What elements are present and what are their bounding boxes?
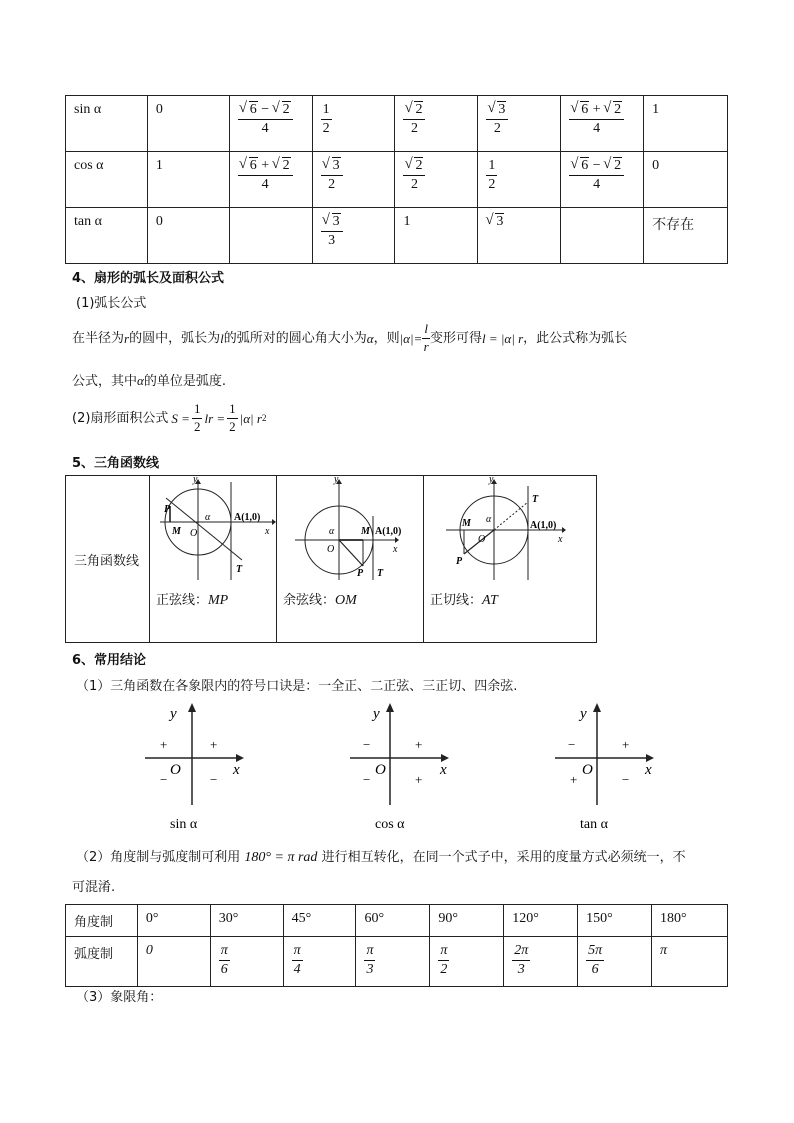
num bbox=[238, 102, 293, 120]
num: 2π bbox=[512, 943, 530, 961]
row-label: tan α bbox=[66, 208, 148, 264]
y-label: y bbox=[334, 476, 339, 485]
text: （2）角度制与弧度制可利用 bbox=[76, 850, 241, 865]
sine-line-diagram-cell bbox=[150, 476, 277, 590]
y-label: y bbox=[580, 706, 587, 722]
table-row bbox=[66, 905, 728, 937]
fraction bbox=[321, 102, 332, 137]
quadrant-II-sign: − bbox=[363, 737, 371, 752]
table-cell bbox=[229, 208, 312, 264]
fraction bbox=[238, 158, 293, 193]
caption-name: AT bbox=[482, 593, 498, 608]
sqrt bbox=[273, 158, 291, 173]
den: 2 bbox=[193, 418, 201, 434]
quadrant-I-sign: + bbox=[415, 737, 423, 752]
quadrant-angle-heading: （3）象限角： bbox=[76, 990, 163, 1005]
den: 3 bbox=[366, 962, 374, 978]
table-cell bbox=[395, 96, 478, 152]
cell-value: 0 bbox=[155, 102, 163, 117]
trig-value-table bbox=[65, 95, 728, 264]
sqrt bbox=[323, 214, 341, 229]
den: 6 bbox=[220, 962, 228, 978]
num bbox=[238, 158, 293, 176]
table-cell bbox=[644, 208, 728, 264]
quadrant-I-sign: + bbox=[622, 737, 630, 752]
fraction bbox=[403, 102, 425, 137]
radicand: 2 bbox=[614, 158, 622, 173]
O-label: O bbox=[170, 762, 181, 778]
table-cell bbox=[504, 937, 578, 987]
cell-value: 1 bbox=[403, 214, 411, 229]
trig-lines-label: 三角函数线 bbox=[66, 476, 150, 643]
chart-caption: cos α bbox=[375, 817, 405, 832]
fraction bbox=[486, 102, 508, 137]
den: 4 bbox=[593, 121, 601, 137]
text: (2)扇形面积公式 bbox=[72, 410, 169, 426]
sqrt bbox=[240, 102, 258, 117]
x-label: x bbox=[645, 762, 652, 778]
cell-value: 1 bbox=[155, 158, 163, 173]
den: 2 bbox=[229, 418, 236, 434]
chart-caption: tan α bbox=[580, 817, 608, 832]
caption-prefix: 正切线： bbox=[430, 593, 483, 608]
fraction bbox=[321, 214, 343, 249]
fraction-half bbox=[192, 402, 203, 435]
O-label: O bbox=[478, 534, 486, 545]
var-r: r bbox=[124, 330, 130, 346]
O-label: O bbox=[375, 762, 386, 778]
fraction bbox=[569, 158, 624, 193]
radicand: 6 bbox=[249, 158, 257, 173]
y-label: y bbox=[373, 706, 380, 722]
cosine-line-diagram-cell bbox=[277, 476, 424, 590]
table-cell: 45° bbox=[283, 905, 356, 937]
sine-caption bbox=[150, 589, 277, 643]
x-label: x bbox=[558, 534, 563, 545]
table-cell bbox=[147, 208, 229, 264]
table-cell bbox=[137, 937, 210, 987]
radicand: 2 bbox=[415, 158, 423, 173]
table-cell bbox=[356, 937, 430, 987]
caption-name: OM bbox=[335, 593, 357, 608]
tangent-caption bbox=[424, 589, 597, 643]
table-cell bbox=[561, 96, 644, 152]
P-label: P bbox=[357, 568, 364, 579]
den: 4 bbox=[261, 121, 269, 137]
table-cell bbox=[229, 152, 312, 208]
num: 5π bbox=[586, 943, 604, 961]
sqrt bbox=[571, 158, 589, 173]
num: π bbox=[219, 943, 230, 961]
lr-eq: lr = bbox=[204, 410, 226, 426]
table-cell: 0° bbox=[137, 905, 210, 937]
radicand: 2 bbox=[415, 102, 423, 117]
caption-prefix: 余弦线： bbox=[283, 593, 336, 608]
den: 6 bbox=[591, 962, 599, 978]
sqrt bbox=[405, 102, 423, 117]
A-label: A(1,0) bbox=[234, 512, 261, 523]
num bbox=[403, 102, 425, 120]
chart-caption: sin α bbox=[170, 817, 198, 832]
text: 的单位是弧度. bbox=[143, 374, 226, 389]
text: 的圆中，弧长为 bbox=[129, 330, 221, 346]
M-label: M bbox=[361, 526, 370, 537]
degree-radian-paragraph bbox=[76, 850, 686, 867]
fraction bbox=[292, 943, 303, 978]
fraction bbox=[438, 943, 449, 978]
cos-quadrant-chart bbox=[345, 700, 455, 839]
den: 4 bbox=[593, 177, 601, 193]
den: 2 bbox=[328, 177, 336, 193]
den: 2 bbox=[493, 121, 501, 137]
quadrant-III-sign: − bbox=[363, 772, 371, 787]
table-cell bbox=[644, 96, 728, 152]
den: 2 bbox=[488, 177, 496, 193]
quadrant-II-sign: − bbox=[568, 737, 576, 752]
degree-radian-paragraph-2: 可混淆. bbox=[72, 880, 116, 895]
fraction-l-over-r bbox=[422, 322, 430, 355]
cosine-caption bbox=[277, 589, 424, 643]
T-label: T bbox=[377, 568, 384, 579]
fraction bbox=[569, 102, 624, 137]
table-cell bbox=[395, 208, 478, 264]
radicand: 3 bbox=[496, 214, 504, 229]
row-label: cos α bbox=[66, 152, 148, 208]
text: ，则 bbox=[373, 330, 400, 346]
table-cell bbox=[312, 208, 395, 264]
sin-quadrant-chart bbox=[140, 700, 250, 839]
num bbox=[486, 102, 508, 120]
sqrt bbox=[405, 158, 423, 173]
quadrant-IV-sign: − bbox=[210, 772, 218, 787]
radicand: 6 bbox=[581, 102, 589, 117]
table-cell bbox=[147, 96, 229, 152]
arc-length-paragraph bbox=[72, 322, 627, 355]
x-label: x bbox=[393, 544, 398, 555]
var-alpha: α bbox=[366, 330, 374, 346]
table-cell: 60° bbox=[356, 905, 430, 937]
fraction-half bbox=[227, 402, 238, 435]
num: 1 bbox=[321, 102, 332, 120]
y-label: y bbox=[170, 706, 177, 722]
radicand: 2 bbox=[282, 102, 290, 117]
table-row bbox=[66, 208, 728, 264]
num: 1 bbox=[486, 158, 497, 176]
arc-formula: l = |α| r bbox=[481, 330, 524, 346]
text: 变形可得 bbox=[429, 330, 482, 346]
var-alpha: α bbox=[137, 373, 144, 388]
text: 的弧所对的圆心角大小为 bbox=[223, 330, 367, 346]
table-cell bbox=[312, 152, 395, 208]
x-label: x bbox=[265, 526, 270, 537]
fraction bbox=[238, 102, 293, 137]
sqrt bbox=[323, 158, 341, 173]
T-label: T bbox=[236, 564, 243, 575]
alpha-label: α bbox=[329, 526, 335, 537]
abs-alpha: |α|= bbox=[399, 330, 423, 346]
sqrt bbox=[604, 158, 622, 173]
fraction bbox=[321, 158, 343, 193]
num bbox=[569, 158, 624, 176]
quadrant-IV-sign: + bbox=[415, 772, 423, 787]
row-label: sin α bbox=[66, 96, 148, 152]
cell-value: π bbox=[660, 943, 668, 958]
operator: − bbox=[592, 158, 601, 173]
table-cell: 30° bbox=[210, 905, 283, 937]
den: 3 bbox=[328, 233, 336, 249]
quadrant-sign-rule: （1）三角函数在各象限内的符号口诀是：一全正、二正弦、三正切、四余弦. bbox=[76, 679, 518, 694]
num: 1 bbox=[227, 402, 238, 419]
den: 4 bbox=[261, 177, 269, 193]
operator: + bbox=[261, 158, 270, 173]
operator: + bbox=[592, 102, 601, 117]
tangent-line-diagram-cell bbox=[424, 476, 597, 590]
sqrt bbox=[240, 158, 258, 173]
table-cell bbox=[229, 96, 312, 152]
arc-length-paragraph-2 bbox=[72, 373, 226, 390]
num: l bbox=[422, 322, 430, 339]
table-cell bbox=[147, 152, 229, 208]
text: 在半径为 bbox=[72, 330, 125, 346]
sqrt bbox=[488, 102, 506, 117]
table-cell bbox=[210, 937, 283, 987]
O-label: O bbox=[190, 528, 198, 539]
table-cell bbox=[478, 152, 561, 208]
table-cell bbox=[561, 208, 644, 264]
quadrant-II-sign: + bbox=[160, 737, 168, 752]
quadrant-III-sign: − bbox=[160, 772, 168, 787]
conversion-formula: 180° = π rad bbox=[244, 850, 318, 865]
tan-quadrant-chart bbox=[550, 700, 660, 839]
A-label: A(1,0) bbox=[375, 526, 402, 537]
sine-line-diagram bbox=[150, 476, 276, 584]
fraction bbox=[486, 158, 497, 193]
A-label: A(1,0) bbox=[530, 520, 557, 531]
table-cell: 90° bbox=[430, 905, 504, 937]
caption-name: MP bbox=[208, 593, 229, 608]
y-label: y bbox=[489, 476, 494, 485]
sector-area-formula: (2)扇形面积公式 S = $\frac{1}{2}$ lr = $\frac{1}{2}$ |α| r 2 bbox=[72, 401, 267, 434]
table-cell bbox=[644, 152, 728, 208]
cell-value: 0 bbox=[155, 214, 163, 229]
table-row bbox=[66, 152, 728, 208]
tangent-line-diagram bbox=[424, 476, 596, 584]
radicand: 2 bbox=[282, 158, 290, 173]
M-label: M bbox=[462, 518, 471, 529]
table-cell bbox=[561, 152, 644, 208]
alpha-label: α bbox=[205, 512, 211, 523]
table-cell bbox=[430, 937, 504, 987]
section4-heading: 4、扇形的弧长及面积公式 bbox=[72, 271, 225, 286]
fraction bbox=[219, 943, 230, 978]
den: 2 bbox=[322, 121, 330, 137]
cell-value: 0 bbox=[652, 158, 660, 173]
table-cell: 180° bbox=[652, 905, 728, 937]
M-label: M bbox=[172, 526, 181, 537]
num bbox=[569, 102, 624, 120]
table-cell: 150° bbox=[578, 905, 652, 937]
table-row bbox=[66, 96, 728, 152]
table-cell: 120° bbox=[504, 905, 578, 937]
den: 2 bbox=[410, 177, 418, 193]
quadrant-III-sign: + bbox=[570, 772, 578, 787]
quadrant-IV-sign: − bbox=[622, 772, 630, 787]
num bbox=[321, 214, 343, 232]
trig-lines-table bbox=[65, 475, 597, 643]
arc-length-subtitle: (1)弧长公式 bbox=[76, 296, 147, 311]
radicand: 6 bbox=[581, 158, 589, 173]
fraction bbox=[586, 943, 604, 978]
table-cell bbox=[652, 937, 728, 987]
radicand: 3 bbox=[332, 214, 340, 229]
y-label: y bbox=[193, 476, 198, 485]
fraction bbox=[364, 943, 375, 978]
row-label: 弧度制 bbox=[66, 937, 138, 987]
O-label: O bbox=[582, 762, 593, 778]
den: r bbox=[423, 338, 429, 354]
cell-value: 0 bbox=[145, 943, 153, 958]
text: 进行相互转化，在同一个式子中，采用的度量方式必须统一，不 bbox=[321, 850, 686, 865]
degree-radian-table bbox=[65, 904, 728, 987]
fraction bbox=[403, 158, 425, 193]
num: 1 bbox=[192, 402, 203, 419]
num bbox=[321, 158, 343, 176]
P-label: P bbox=[164, 504, 171, 515]
sqrt bbox=[486, 214, 504, 229]
text: 公式，其中 bbox=[72, 374, 138, 389]
row-label: 角度制 bbox=[66, 905, 138, 937]
num bbox=[403, 158, 425, 176]
num: π bbox=[438, 943, 449, 961]
num: π bbox=[292, 943, 303, 961]
section5-heading: 5、三角函数线 bbox=[72, 456, 160, 471]
cell-value: 不存在 bbox=[652, 218, 695, 233]
table-cell bbox=[478, 208, 561, 264]
sqrt bbox=[604, 102, 622, 117]
quadrant-I-sign: + bbox=[210, 737, 218, 752]
x-label: x bbox=[233, 762, 240, 778]
num: π bbox=[364, 943, 375, 961]
x-label: x bbox=[440, 762, 447, 778]
alpha-r: |α| r bbox=[239, 410, 262, 426]
caption-prefix: 正弦线： bbox=[156, 593, 209, 608]
sqrt bbox=[273, 102, 291, 117]
S-eq: S = bbox=[171, 410, 190, 426]
T-label: T bbox=[532, 494, 539, 505]
table-cell bbox=[312, 96, 395, 152]
radicand: 2 bbox=[614, 102, 622, 117]
den: 4 bbox=[293, 962, 301, 978]
text: ，此公式称为弧长 bbox=[523, 330, 628, 346]
var-l: l bbox=[220, 330, 224, 346]
O-label: O bbox=[327, 544, 335, 555]
section6-heading: 6、常用结论 bbox=[72, 653, 147, 668]
table-cell bbox=[395, 152, 478, 208]
operator: − bbox=[261, 102, 270, 117]
table-cell bbox=[283, 937, 356, 987]
den: 2 bbox=[440, 962, 448, 978]
table-cell bbox=[578, 937, 652, 987]
den: 3 bbox=[517, 962, 525, 978]
sqrt bbox=[571, 102, 589, 117]
cell-value: 1 bbox=[652, 102, 660, 117]
P-label: P bbox=[456, 556, 463, 567]
alpha-label: α bbox=[486, 514, 492, 525]
fraction bbox=[512, 943, 530, 978]
radicand: 3 bbox=[332, 158, 340, 173]
table-row bbox=[66, 937, 728, 987]
radicand: 6 bbox=[249, 102, 257, 117]
radicand: 3 bbox=[498, 102, 506, 117]
den: 2 bbox=[410, 121, 418, 137]
cosine-line-diagram bbox=[277, 476, 423, 584]
table-cell bbox=[478, 96, 561, 152]
